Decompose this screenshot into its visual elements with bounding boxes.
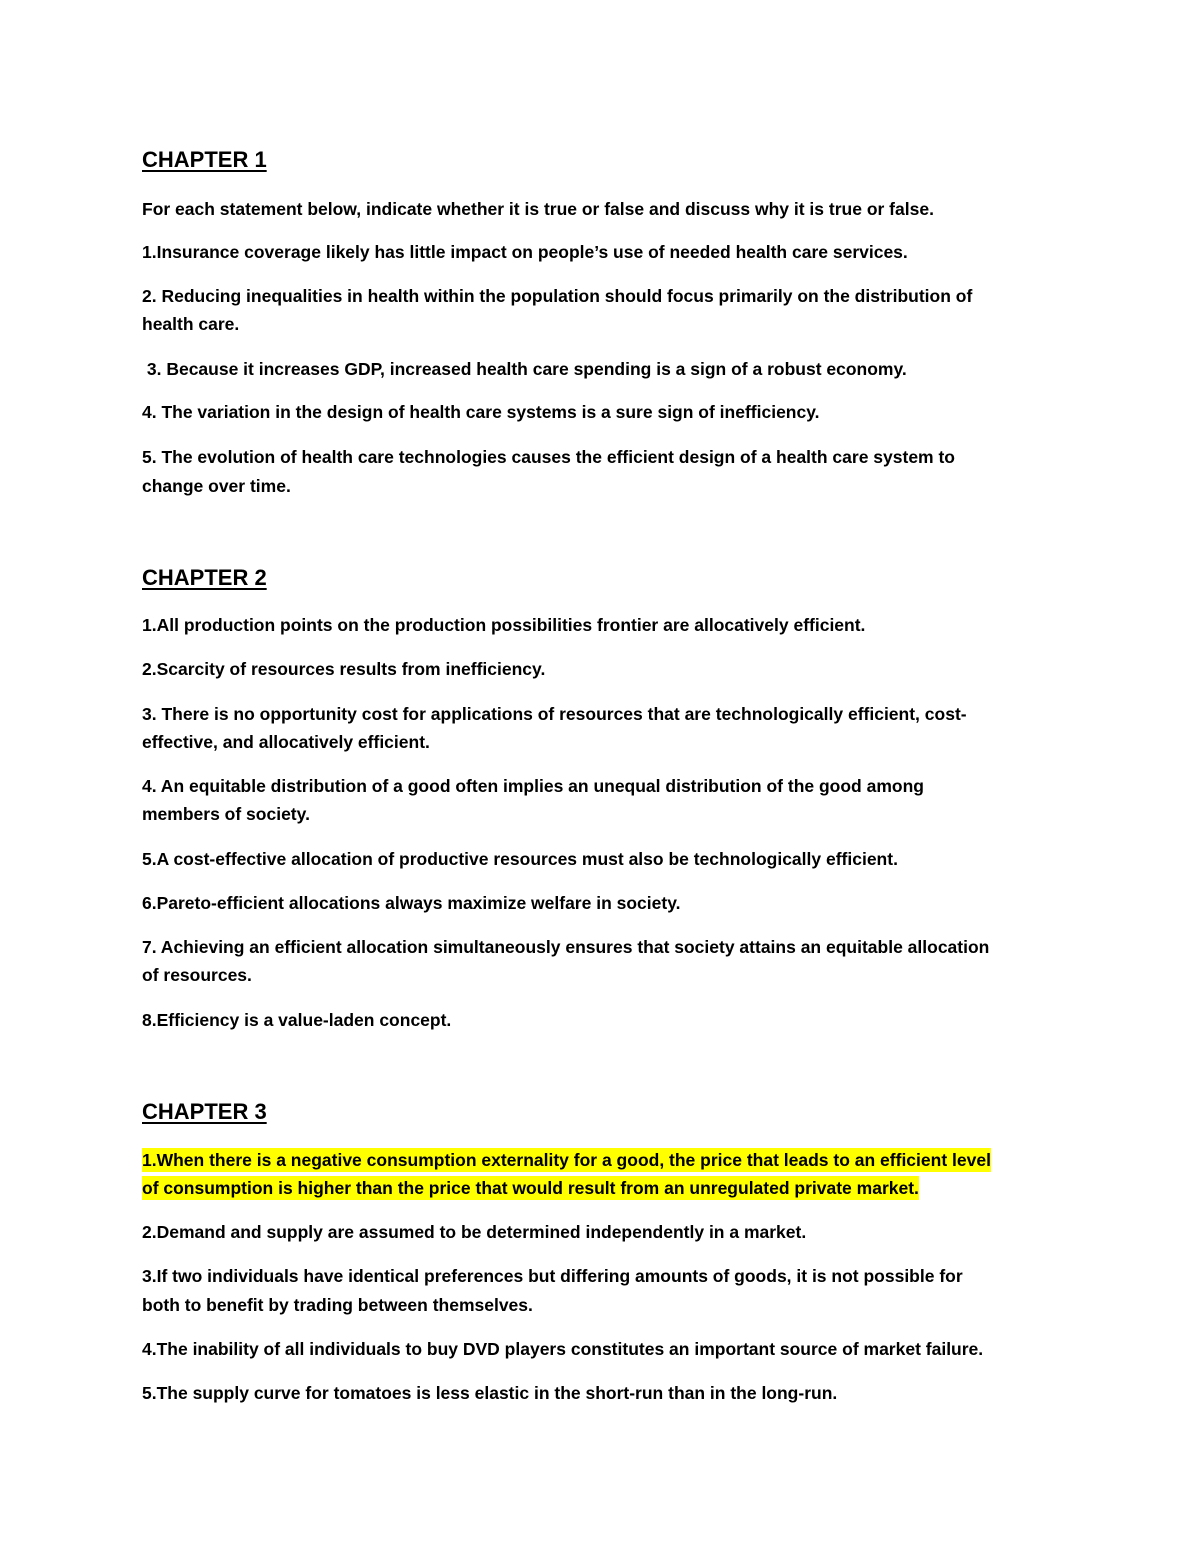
- chapter-3-item-3: 3.If two individuals have identical preferences but differing amounts of goods, it is not possible for: [142, 1266, 963, 1286]
- chapter-2-item-8: 8.Efficiency is a value-laden concept.: [142, 1010, 452, 1030]
- chapter-3-item-1: [142, 1149, 991, 1171]
- chapter-2-item-3-cont: effective, and allocatively efficient.: [142, 732, 430, 752]
- chapter-2-heading: CHAPTER 2: [142, 565, 267, 590]
- chapter-2-item-4-cont: members of society.: [142, 804, 310, 824]
- chapter-1-item-2: 2. Reducing inequalities in health within the population should focus primarily on the distribution of: [142, 286, 973, 306]
- chapter-1-item-4: 4. The variation in the design of health care systems is a sure sign of inefficiency.: [142, 402, 820, 422]
- chapter-3-item-2: 2.Demand and supply are assumed to be determined independently in a market.: [142, 1222, 807, 1242]
- chapter-3-item-1-cont: [142, 1177, 919, 1199]
- chapter-1-item-5-cont: change over time.: [142, 476, 291, 496]
- chapter-3-item-3-cont: both to benefit by trading between themselves.: [142, 1295, 533, 1315]
- highlighted-text: 1.When there is a negative consumption externality for a good, the price that leads to an efficient level: [142, 1150, 991, 1170]
- chapter-2-item-4: 4. An equitable distribution of a good often implies an unequal distribution of the good among: [142, 776, 924, 796]
- chapter-2-item-5: 5.A cost-effective allocation of productive resources must also be technologically efficient.: [142, 849, 898, 869]
- chapter-2-item-7: 7. Achieving an efficient allocation simultaneously ensures that society attains an equitable allocation: [142, 937, 990, 957]
- chapter-2-item-3: 3. There is no opportunity cost for applications of resources that are technologically efficient, cost-: [142, 704, 967, 724]
- chapter-2-item-6: 6.Pareto-efficient allocations always maximize welfare in society.: [142, 893, 681, 913]
- highlighted-text: of consumption is higher than the price that would result from an unregulated private market.: [142, 1178, 919, 1198]
- chapter-2-item-2: 2.Scarcity of resources results from inefficiency.: [142, 659, 546, 679]
- chapter-1-item-5: 5. The evolution of health care technologies causes the efficient design of a health care system to: [142, 447, 955, 467]
- chapter-1-item-2-cont: health care.: [142, 314, 240, 334]
- chapter-1-item-1: 1.Insurance coverage likely has little impact on people’s use of needed health care services.: [142, 242, 908, 262]
- chapter-3-item-5: 5.The supply curve for tomatoes is less elastic in the short-run than in the long-run.: [142, 1383, 838, 1403]
- chapter-2-item-7-cont: of resources.: [142, 965, 252, 985]
- chapter-1-instruction: For each statement below, indicate whether it is true or false and discuss why it is true or false.: [142, 199, 934, 219]
- chapter-3-item-4: 4.The inability of all individuals to buy DVD players constitutes an important source of market failure.: [142, 1339, 984, 1359]
- chapter-2-item-1: 1.All production points on the production possibilities frontier are allocatively efficient.: [142, 615, 866, 635]
- chapter-1-heading: CHAPTER 1: [142, 147, 267, 172]
- chapter-3-heading: CHAPTER 3: [142, 1099, 267, 1124]
- chapter-1-item-3: 3. Because it increases GDP, increased health care spending is a sign of a robust economy.: [142, 359, 907, 379]
